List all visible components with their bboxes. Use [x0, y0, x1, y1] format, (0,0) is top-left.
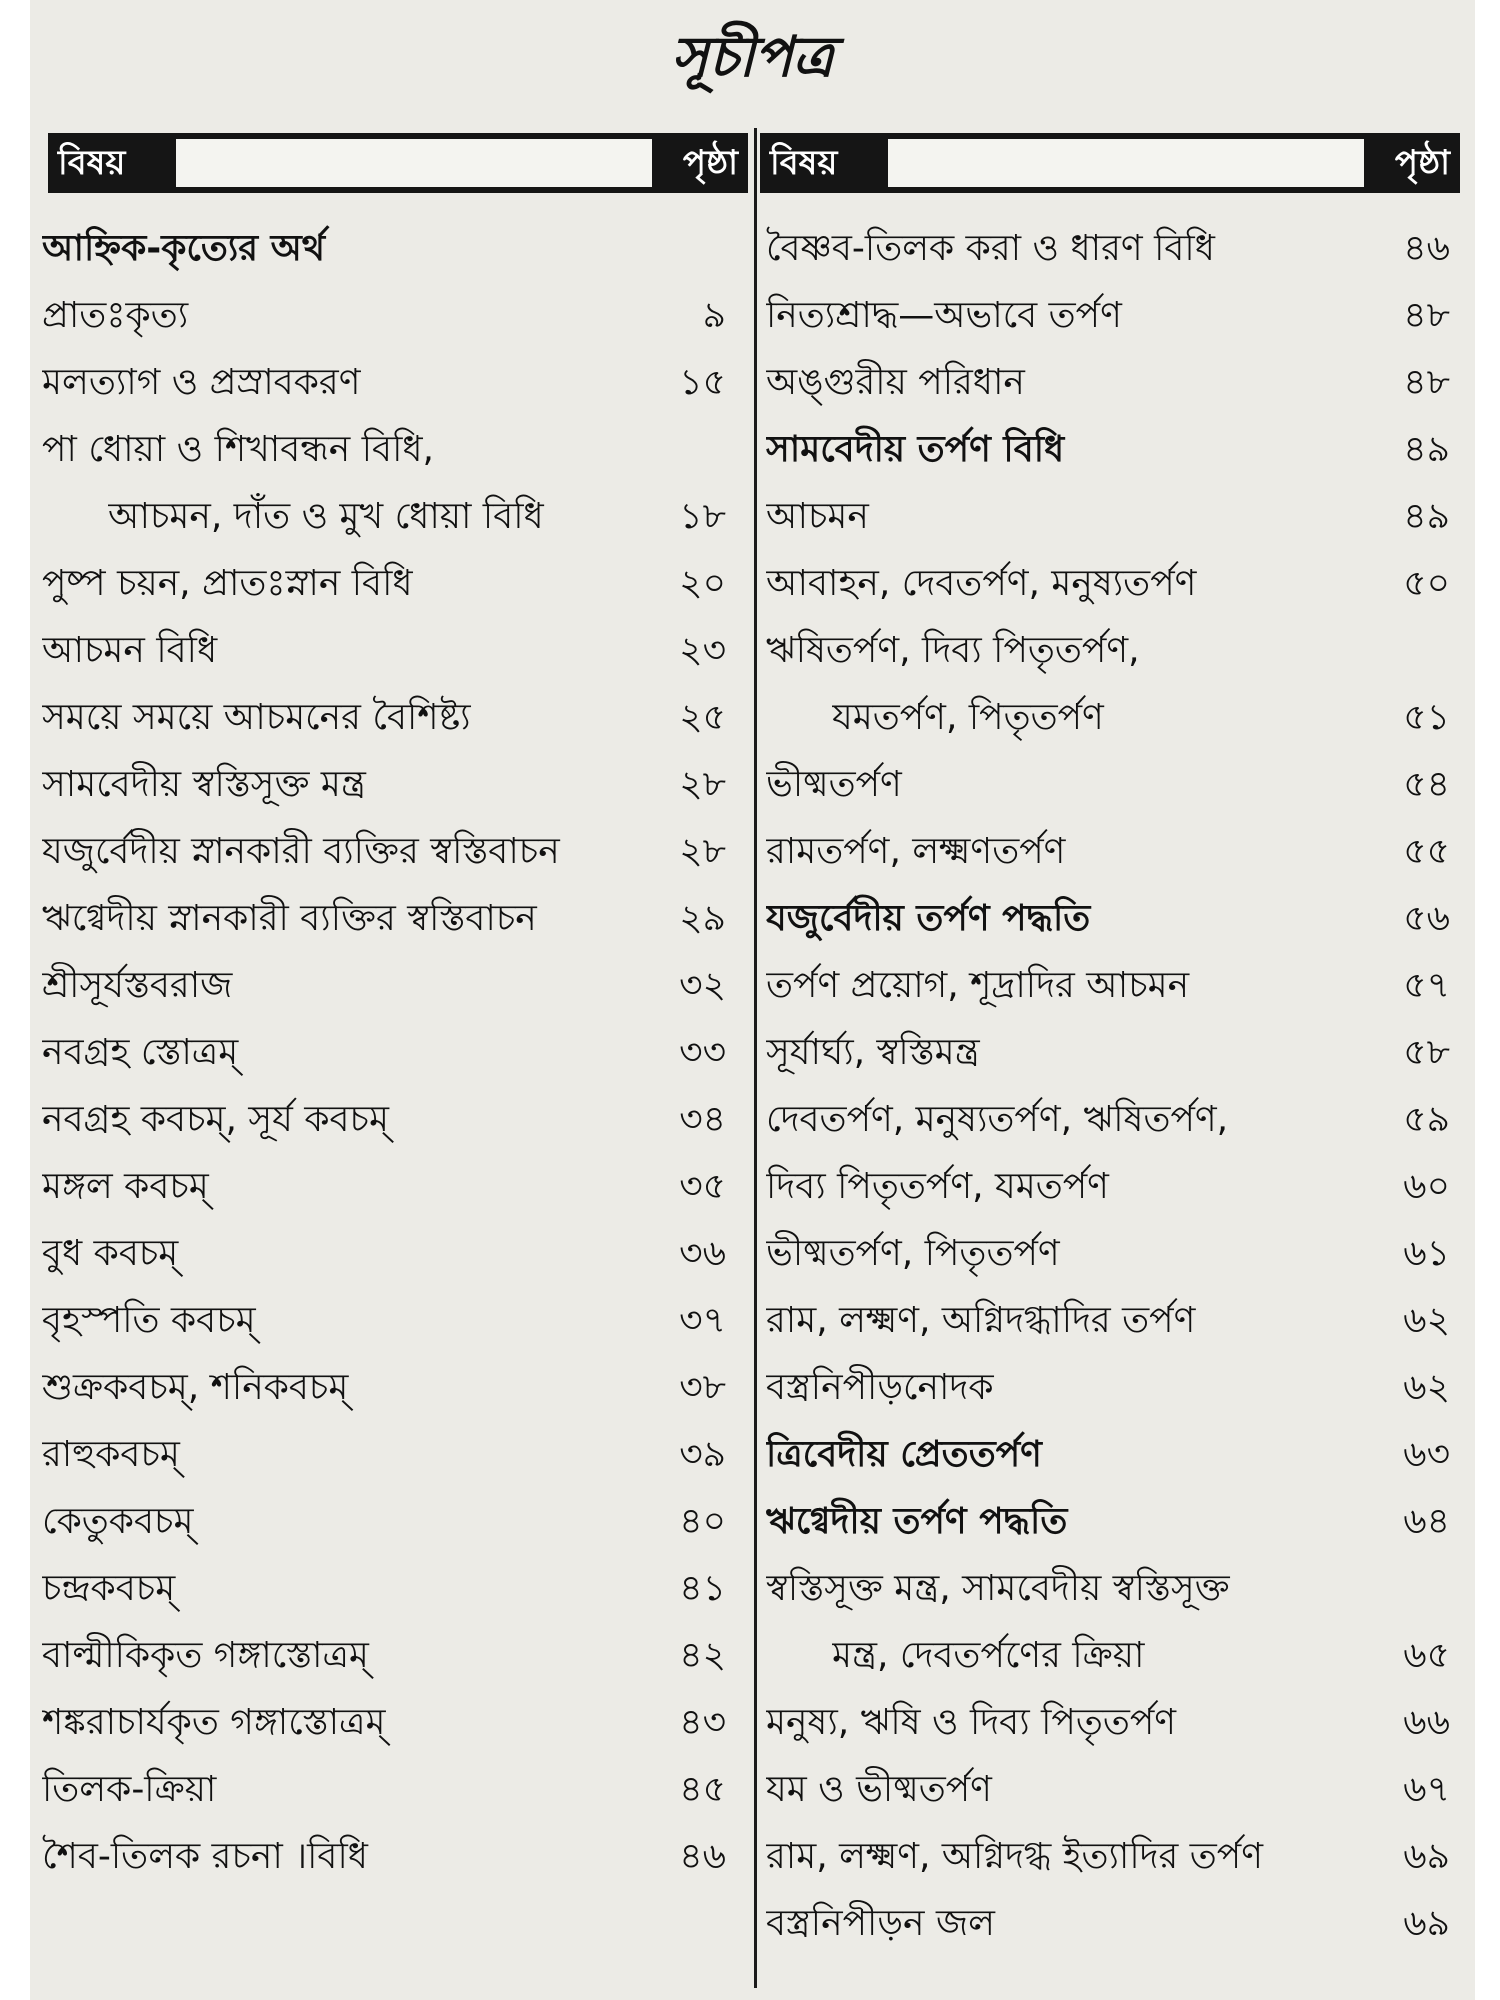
toc-entry — [42, 349, 732, 416]
column-divider — [754, 128, 757, 1988]
toc-entry-title: স্বস্তিসূক্ত মন্ত্র, সামবেদীয় স্বস্তিসূক্ত — [766, 1568, 1230, 1609]
toc-entry — [766, 1086, 1456, 1153]
toc-entry — [766, 349, 1456, 416]
toc-entry-title: প্রাতঃকৃত্য — [42, 295, 189, 336]
toc-entry-title: ঋগ্বেদীয় তর্পণ পদ্ধতি — [766, 1501, 1068, 1542]
toc-entry-title: আবাহন, দেবতর্পণ, মনুষ্যতর্পণ — [766, 563, 1197, 604]
toc-entry-title: শৈব-তিলক রচনা ।বিধি — [42, 1836, 368, 1877]
right-subject-header: বিষয় — [770, 143, 838, 183]
toc-entry-title: তর্পণ প্রয়োগ, শূদ্রাদির আচমন — [766, 965, 1190, 1006]
toc-entry — [42, 215, 732, 282]
toc-entry-title: দিব্য পিতৃতর্পণ, যমতর্পণ — [766, 1166, 1109, 1207]
toc-entry — [42, 1220, 732, 1287]
toc-entry — [42, 1823, 732, 1890]
toc-entry — [42, 1421, 732, 1488]
toc-entry-page: ৪৯ — [1403, 429, 1450, 470]
toc-entry-title: বৈষ্ণব-তিলক করা ও ধারণ বিধি — [766, 228, 1215, 269]
toc-entry-page: ৫৬ — [1403, 898, 1450, 939]
toc-entry-title: শ্রীসূর্যস্তবরাজ — [42, 965, 233, 1006]
toc-entry — [766, 1421, 1456, 1488]
toc-entry — [766, 751, 1456, 818]
toc-entry — [766, 215, 1456, 282]
toc-entry-page: ৩২ — [679, 965, 726, 1006]
toc-entry — [766, 1689, 1456, 1756]
toc-entry — [766, 885, 1456, 952]
toc-entry — [42, 1622, 732, 1689]
toc-entry-title: ঋগ্বেদীয় স্নানকারী ব্যক্তির স্বস্তিবাচন — [42, 898, 537, 939]
toc-entry-title: আহ্নিক-কৃত্যের অর্থ — [42, 228, 326, 269]
toc-entry — [42, 617, 732, 684]
toc-entry — [766, 1890, 1456, 1957]
toc-entry-title: শুক্রকবচম্, শনিকবচম্ — [42, 1367, 349, 1408]
toc-entry-page: ৪৫ — [679, 1769, 726, 1810]
toc-entry-page: ৯ — [702, 295, 726, 336]
toc-entry-page: ৪৬ — [679, 1836, 726, 1877]
toc-entry-title: রাম, লক্ষ্মণ, অগ্নিদগ্ধাদির তর্পণ — [766, 1300, 1196, 1341]
toc-entry — [766, 1622, 1456, 1689]
left-column-header — [48, 133, 748, 193]
toc-entry-title: রামতর্পণ, লক্ষ্মণতর্পণ — [766, 831, 1066, 872]
toc-entry-page: ২৯ — [679, 898, 726, 939]
toc-entry — [42, 818, 732, 885]
toc-entry-page: ৪৬ — [1403, 228, 1450, 269]
toc-entry-page: ২৮ — [679, 831, 726, 872]
toc-entry-title: ভীষ্মতর্পণ — [766, 764, 902, 805]
toc-entry-title: আচমন বিধি — [42, 630, 218, 671]
toc-entry-page: ২৩ — [679, 630, 726, 671]
toc-entry-title: মন্ত্র, দেবতর্পণের ক্রিয়া — [832, 1635, 1145, 1676]
toc-entry-title: ভীষ্মতর্পণ, পিতৃতর্পণ — [766, 1233, 1060, 1274]
toc-entry-page: ৬১ — [1403, 1233, 1450, 1274]
toc-entry — [766, 1287, 1456, 1354]
toc-entry-page: ৬২ — [1403, 1367, 1450, 1408]
toc-entry — [42, 416, 732, 483]
toc-entry-title: যমতর্পণ, পিতৃতর্পণ — [832, 697, 1104, 738]
toc-entry-page: ৩৯ — [679, 1434, 726, 1475]
toc-entry-page: ৩৭ — [679, 1300, 726, 1341]
toc-entry — [766, 550, 1456, 617]
toc-entry — [42, 1019, 732, 1086]
toc-entry — [766, 1220, 1456, 1287]
toc-entry-title: দেবতর্পণ, মনুষ্যতর্পণ, ঋষিতর্পণ, — [766, 1099, 1229, 1140]
toc-entry-page: ৩৪ — [679, 1099, 726, 1140]
toc-entry-page: ৬৯ — [1403, 1836, 1450, 1877]
toc-entry — [766, 952, 1456, 1019]
toc-entry — [766, 416, 1456, 483]
toc-entry-title: বাল্মীকিকৃত গঙ্গাস্তোত্রম্ — [42, 1635, 369, 1676]
page-title: সূচীপত্র — [671, 24, 834, 90]
left-subject-header: বিষয় — [58, 143, 126, 183]
toc-entry — [42, 1153, 732, 1220]
toc-entry-title: রাম, লক্ষ্মণ, অগ্নিদগ্ধ ইত্যাদির তর্পণ — [766, 1836, 1264, 1877]
toc-entry-title: বস্ত্রনিপীড়নোদক — [766, 1367, 994, 1408]
toc-entry-title: ঋষিতর্পণ, দিব্য পিতৃতর্পণ, — [766, 630, 1140, 671]
left-header-blank — [176, 139, 652, 187]
toc-entry-page: ৪৩ — [679, 1702, 726, 1743]
toc-entry-page: ৬৫ — [1403, 1635, 1450, 1676]
toc-entry-title: মলত্যাগ ও প্রস্রাবকরণ — [42, 362, 361, 403]
toc-entry — [766, 1019, 1456, 1086]
toc-entry-page: ৬৩ — [1403, 1434, 1450, 1475]
toc-entry-page: ৪৮ — [1403, 362, 1450, 403]
toc-entry — [42, 550, 732, 617]
toc-entry-page: ৫৪ — [1403, 764, 1450, 805]
toc-entry-page: ৩৫ — [679, 1166, 726, 1207]
toc-entry-title: কেতুকবচম্ — [42, 1501, 194, 1542]
toc-entry-page: ৬৪ — [1403, 1501, 1450, 1542]
toc-entry — [766, 1756, 1456, 1823]
document-page — [30, 0, 1475, 2000]
toc-entry-title: যম ও ভীষ্মতর্পণ — [766, 1769, 992, 1810]
toc-entry-page: ৬৭ — [1403, 1769, 1450, 1810]
toc-entry — [42, 1555, 732, 1622]
toc-entry — [766, 282, 1456, 349]
toc-entry-page: ৪০ — [679, 1501, 726, 1542]
toc-entry-title: আচমন, দাঁত ও মুখ ধোয়া বিধি — [108, 496, 544, 537]
toc-entry-title: পা ধোয়া ও শিখাবন্ধন বিধি, — [42, 429, 434, 470]
toc-entry-title: নবগ্রহ কবচম্, সূর্য কবচম্ — [42, 1099, 389, 1140]
toc-entry-page: ৩৮ — [679, 1367, 726, 1408]
toc-entry-title: ত্রিবেদীয় প্রেততর্পণ — [766, 1434, 1042, 1475]
toc-entry-page: ৫১ — [1403, 697, 1450, 738]
toc-entry-title: নবগ্রহ স্তোত্রম্ — [42, 1032, 239, 1073]
toc-entry — [766, 617, 1456, 684]
toc-entry-title: বৃহস্পতি কবচম্ — [42, 1300, 256, 1341]
right-contents-column — [766, 215, 1456, 1957]
toc-entry-page: ৪৮ — [1403, 295, 1450, 336]
toc-entry — [766, 684, 1456, 751]
toc-entry — [766, 818, 1456, 885]
toc-entry — [42, 1488, 732, 1555]
toc-entry-page: ৫৮ — [1403, 1032, 1450, 1073]
toc-entry-page: ৬৬ — [1403, 1702, 1450, 1743]
toc-entry-page: ২৮ — [679, 764, 726, 805]
toc-entry-page: ৫৫ — [1403, 831, 1450, 872]
toc-entry-page: ৪২ — [679, 1635, 726, 1676]
toc-entry-page: ৬২ — [1403, 1300, 1450, 1341]
toc-entry — [766, 483, 1456, 550]
toc-entry — [766, 1823, 1456, 1890]
toc-entry-page: ৬৯ — [1403, 1903, 1450, 1944]
toc-entry-title: তিলক-ক্রিয়া — [42, 1769, 217, 1810]
toc-entry — [42, 1689, 732, 1756]
toc-entry — [766, 1555, 1456, 1622]
toc-entry — [42, 885, 732, 952]
right-column-header — [760, 133, 1460, 193]
toc-entry — [42, 952, 732, 1019]
toc-entry-page: ১৮ — [679, 496, 726, 537]
toc-entry — [766, 1354, 1456, 1421]
right-page-header: পৃষ্ঠা — [1394, 143, 1450, 183]
toc-entry-page: ২০ — [679, 563, 726, 604]
toc-entry-title: চন্দ্রকবচম্ — [42, 1568, 176, 1609]
toc-entry — [42, 282, 732, 349]
toc-entry-title: যজুর্বেদীয় তর্পণ পদ্ধতি — [766, 898, 1091, 939]
left-page-header: পৃষ্ঠা — [682, 143, 738, 183]
toc-entry-page: ৫৯ — [1403, 1099, 1450, 1140]
toc-entry — [42, 1287, 732, 1354]
toc-entry-title: অঙ্গুরীয় পরিধান — [766, 362, 1025, 403]
toc-entry-page: ৫৭ — [1403, 965, 1450, 1006]
toc-entry-page: ৩৬ — [679, 1233, 726, 1274]
right-header-blank — [888, 139, 1364, 187]
toc-entry — [42, 1086, 732, 1153]
toc-entry-title: আচমন — [766, 496, 869, 537]
toc-entry-title: বস্ত্রনিপীড়ন জল — [766, 1903, 995, 1944]
toc-entry-title: যজুর্বেদীয় স্নানকারী ব্যক্তির স্বস্তিবাচন — [42, 831, 560, 872]
toc-entry-page: ১৫ — [679, 362, 726, 403]
toc-entry-title: সূর্যার্ঘ্য, স্বস্তিমন্ত্র — [766, 1032, 980, 1073]
toc-entry — [42, 483, 732, 550]
toc-entry-page: ৪১ — [679, 1568, 726, 1609]
toc-entry-title: সামবেদীয় তর্পণ বিধি — [766, 429, 1065, 470]
toc-entry-title: মঙ্গল কবচম্ — [42, 1166, 209, 1207]
toc-entry-title: বুধ কবচম্ — [42, 1233, 179, 1274]
toc-entry-title: শঙ্করাচার্যকৃত গঙ্গাস্তোত্রম্ — [42, 1702, 386, 1743]
toc-entry — [42, 1354, 732, 1421]
toc-entry-page: ২৫ — [679, 697, 726, 738]
toc-entry — [42, 684, 732, 751]
toc-entry-page: ৫০ — [1403, 563, 1450, 604]
toc-entry — [42, 751, 732, 818]
toc-entry — [42, 1756, 732, 1823]
toc-entry — [766, 1153, 1456, 1220]
toc-entry-title: পুষ্প চয়ন, প্রাতঃস্নান বিধি — [42, 563, 413, 604]
toc-entry-title: নিত্যশ্রাদ্ধ—অভাবে তর্পণ — [766, 295, 1122, 336]
toc-entry-page: ৪৯ — [1403, 496, 1450, 537]
toc-entry-page: ৩৩ — [679, 1032, 726, 1073]
toc-entry-page: ৬০ — [1403, 1166, 1450, 1207]
toc-entry-title: মনুষ্য, ঋষি ও দিব্য পিতৃতর্পণ — [766, 1702, 1177, 1743]
toc-entry-title: সামবেদীয় স্বস্তিসূক্ত মন্ত্র — [42, 764, 366, 805]
toc-entry — [766, 1488, 1456, 1555]
toc-entry-title: রাহুকবচম্ — [42, 1434, 180, 1475]
toc-entry-title: সময়ে সময়ে আচমনের বৈশিষ্ট্য — [42, 697, 471, 738]
left-contents-column — [42, 215, 732, 1890]
